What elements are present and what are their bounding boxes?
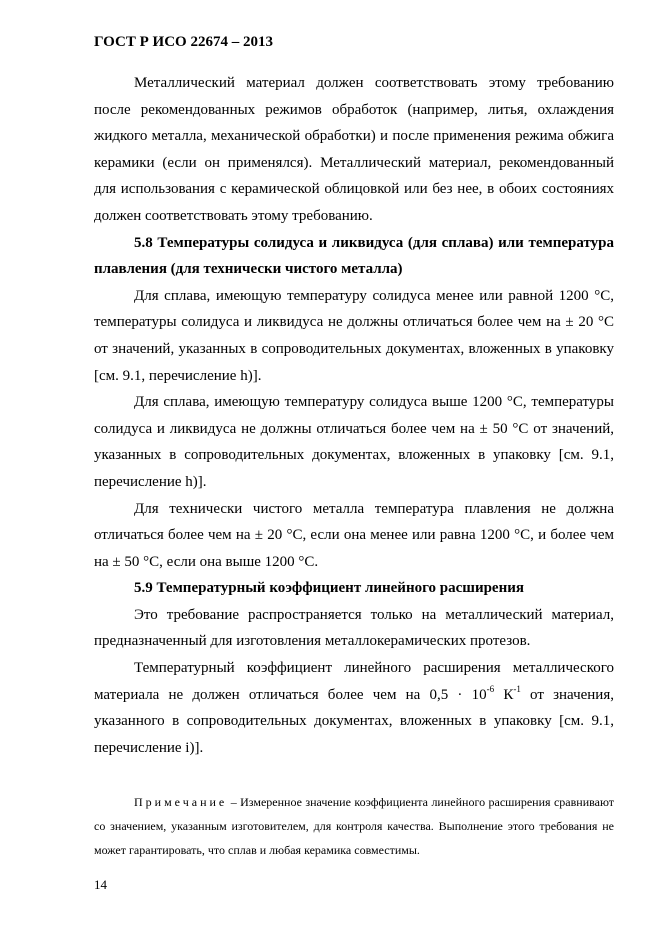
paragraph-alloy-below-1200: Для сплава, имеющую температуру солидуса менее или равной 1200 °С, температуры солидуса и ликвидуса не должны отличаться более чем на ± 20 °С от значений, указанных в сопроводительных документах, вложенных в упаковку [см. 9.1, перечисление h)].: [94, 287, 614, 384]
paragraph-alloy-above-1200: Для сплава, имеющую температуру солидуса выше 1200 °С, температуры солидуса и ликвидуса не должны отличаться более чем на ± 50 °С от значений, указанных в сопроводительных документах, вложенных в упаковку [см. 9.1, перечисление h)].: [94, 394, 614, 490]
note-paragraph: [94, 790, 614, 862]
note-label: Примечание: [134, 795, 228, 809]
coefficient-text-end: от значения, указанного в сопроводительных документах, вложенных в упаковку [см. 9.1, перечисление i)].: [94, 686, 614, 756]
document-body: [94, 70, 614, 761]
document-header: ГОСТ Р ИСО 22674 – 2013: [94, 34, 273, 50]
exponent-2: -1: [513, 683, 521, 694]
page-number: 14: [94, 877, 107, 892]
paragraph-coefficient: [94, 655, 614, 761]
coefficient-text-start: Температурный коэффициент линейного расширения металлического материала не должен отличаться более чем на 0,5 · 10: [94, 660, 614, 703]
section-heading-5-8: 5.8 Температуры солидуса и ликвидуса (для сплава) или температура плавления (для технически чистого металла): [94, 234, 614, 278]
note-block: [94, 790, 614, 862]
paragraph-metal-requirement: Металлический материал должен соответствовать этому требованию после рекомендованных режимов обработок (например, литья, охлаждения жидкого металла, механической обработки) и после применения режима обжига керамики (если он применялся). Металлический материал, рекомендованный для использования с керамической облицовкой или без нее, в обоих состояниях должен соответствовать этому требованию.: [94, 75, 614, 224]
paragraph-pure-metal: Для технически чистого металла температура плавления не должна отличаться более чем на ± 20 °С, если она менее или равна 1200 °С, и более чем на ± 50 °С, если она выше 1200 °С.: [94, 500, 614, 570]
section-heading-5-9: 5.9 Температурный коэффициент линейного расширения: [134, 580, 524, 597]
coefficient-unit: К: [494, 686, 514, 703]
exponent-1: -6: [486, 683, 495, 694]
note-text: – Измеренное значение коэффициента линейного расширения сравнивают со значением, указанным изготовителем, для контроля качества. Выполнение этого требования не может гарантировать, что сплав и любая керамика совместимы.: [94, 795, 614, 857]
paragraph-scope: Это требование распространяется только на металлический материал, предназначенный для изготовления металлокерамических протезов.: [94, 606, 614, 650]
